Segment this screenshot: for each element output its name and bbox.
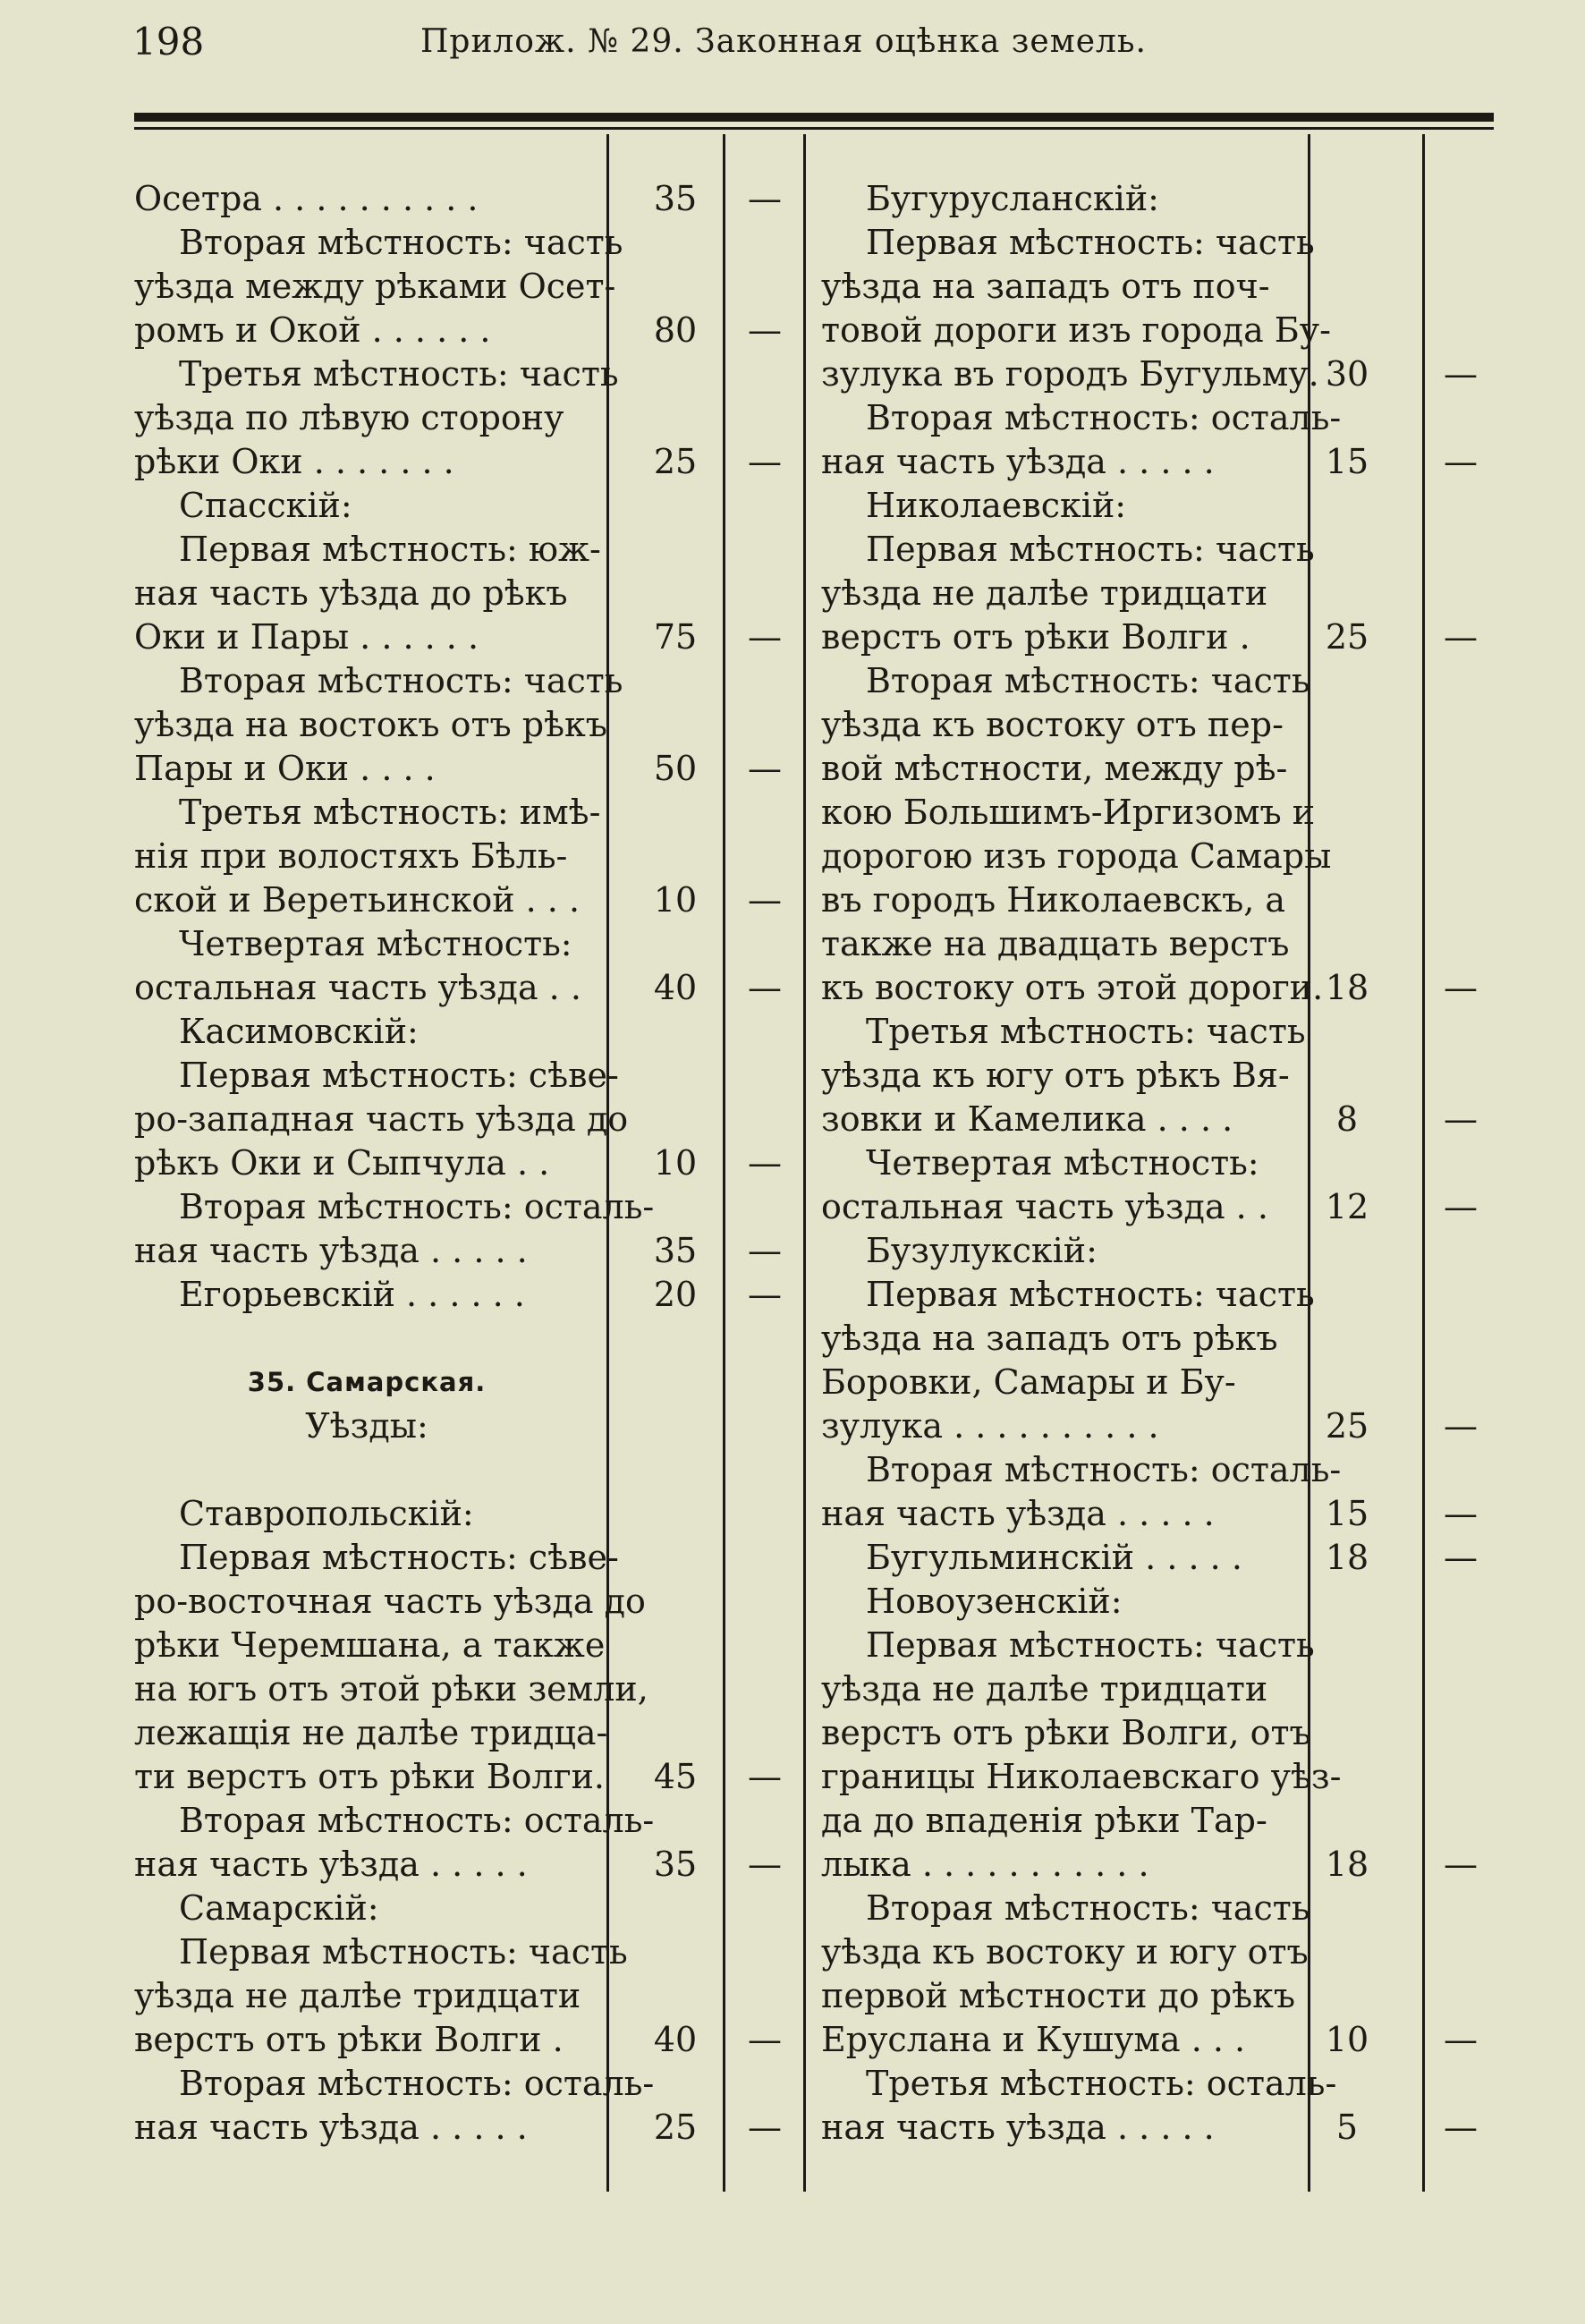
kopeck-dash: — <box>748 880 782 920</box>
entry-text: уѣзда къ востоку отъ пер- <box>821 705 1284 744</box>
valuation-value: 75 <box>653 617 698 657</box>
entry-text: остальная часть уѣзда . . <box>134 968 581 1007</box>
kopeck-dash: — <box>1444 1406 1478 1446</box>
entry-text: Еруслана и Кушума . . . <box>821 2020 1246 2059</box>
kopeck-dash: — <box>748 617 782 657</box>
entry-text: Третья мѣстность: часть <box>179 354 619 394</box>
entry-text: Боровки, Самары и Бу- <box>821 1362 1236 1402</box>
entry-text: уѣзда на западъ отъ рѣкъ <box>821 1319 1278 1358</box>
kopeck-dash: — <box>748 179 782 218</box>
entry-text: Оки и Пары . . . . . . <box>134 617 479 657</box>
valuation-value: 30 <box>1325 354 1369 394</box>
entry-text: Егорьевскій . . . . . . <box>179 1275 525 1314</box>
entry-text: Первая мѣстность: сѣве- <box>179 1056 619 1095</box>
kopeck-dash: — <box>748 2020 782 2059</box>
entry-text: зовки и Камелика . . . . <box>821 1099 1233 1139</box>
entry-text: Пары и Оки . . . . <box>134 749 436 788</box>
entry-text: Третья мѣстность: осталь- <box>866 2064 1337 2103</box>
header-rule-thin <box>134 127 1494 130</box>
kopeck-dash: — <box>1444 1845 1478 1884</box>
entry-text: уѣзда къ югу отъ рѣкъ Вя- <box>821 1056 1290 1095</box>
valuation-value: 25 <box>1325 1406 1369 1446</box>
right-number-divider <box>1422 134 1425 2192</box>
kopeck-dash: — <box>748 442 782 481</box>
entry-text: Вторая мѣстность: осталь- <box>179 1187 655 1226</box>
kopeck-dash: — <box>748 1845 782 1884</box>
entry-text: вой мѣстности, между рѣ- <box>821 749 1288 788</box>
entry-text: уѣзда къ востоку и югу отъ <box>821 1932 1309 1972</box>
kopeck-dash: — <box>748 968 782 1007</box>
kopeck-dash: — <box>1444 354 1478 394</box>
entry-text: Николаевскій: <box>866 486 1127 525</box>
valuation-value: 18 <box>1325 968 1369 1007</box>
kopeck-dash: — <box>1444 617 1478 657</box>
valuation-value: 25 <box>1325 617 1369 657</box>
valuation-value: 50 <box>653 749 698 788</box>
entry-text: зулука . . . . . . . . . . <box>821 1406 1159 1446</box>
entry-text: Первая мѣстность: часть <box>866 1275 1315 1314</box>
entry-text: Первая мѣстность: часть <box>179 1932 628 1972</box>
entry-text: ской и Веретьинской . . . <box>134 880 581 920</box>
valuation-value: 35 <box>653 1845 698 1884</box>
entry-text: рѣки Оки . . . . . . . <box>134 442 454 481</box>
entry-text: уѣзда между рѣками Осет- <box>134 267 616 306</box>
entry-text: Третья мѣстность: имѣ- <box>179 793 601 832</box>
entry-text: Вторая мѣстность: осталь- <box>866 1450 1342 1489</box>
valuation-value: 15 <box>1325 1494 1369 1533</box>
valuation-value: 15 <box>1325 442 1369 481</box>
kopeck-dash: — <box>1444 1494 1478 1533</box>
entry-text: Третья мѣстность: часть <box>866 1012 1306 1051</box>
valuation-value: 12 <box>1325 1187 1369 1226</box>
valuation-value: 40 <box>653 968 698 1007</box>
entry-text: рѣки Черемшана, а также <box>134 1625 606 1665</box>
valuation-value: 18 <box>1325 1845 1369 1884</box>
valuation-value: 10 <box>653 880 698 920</box>
entry-text: Новоузенскій: <box>866 1582 1123 1621</box>
entry-text: Вторая мѣстность: осталь- <box>866 398 1342 437</box>
entry-text: Вторая мѣстность: осталь- <box>179 2064 655 2103</box>
entry-text: Вторая мѣстность: осталь- <box>179 1801 655 1840</box>
left-text-divider <box>606 134 609 2192</box>
entry-text: ная часть уѣзда . . . . . <box>134 1845 528 1884</box>
entry-text: уѣзда не далѣе тридцати <box>821 1669 1268 1709</box>
kopeck-dash: — <box>748 1757 782 1796</box>
entry-text: ная часть уѣзда до рѣкъ <box>134 573 568 613</box>
entry-text: ная часть уѣзда . . . . . <box>821 2108 1215 2147</box>
kopeck-dash: — <box>1444 2020 1478 2059</box>
kopeck-dash: — <box>1444 2108 1478 2147</box>
entry-text: уѣзда по лѣвую сторону <box>134 398 564 437</box>
subheading: Уѣзды: <box>305 1406 428 1446</box>
entry-text: Бугурусланскій: <box>866 179 1159 218</box>
entry-text: Четвертая мѣстность: <box>179 924 572 963</box>
valuation-value: 35 <box>653 179 698 218</box>
entry-text: уѣзда на востокъ отъ рѣкъ <box>134 705 607 744</box>
entry-text: Вторая мѣстность: часть <box>866 661 1310 700</box>
header-rule-thick <box>134 113 1494 122</box>
entry-text: Бугульминскій . . . . . <box>866 1538 1242 1577</box>
entry-text: ро-восточная часть уѣзда до <box>134 1582 646 1621</box>
valuation-value: 18 <box>1325 1538 1369 1577</box>
entry-text: уѣзда не далѣе тридцати <box>134 1976 581 2015</box>
valuation-value: 10 <box>653 1143 698 1183</box>
kopeck-dash: — <box>1444 1538 1478 1577</box>
valuation-value: 45 <box>653 1757 698 1796</box>
entry-text: къ востоку отъ этой дороги. <box>821 968 1324 1007</box>
entry-text: да до впаденія рѣки Тар- <box>821 1801 1267 1840</box>
entry-text: Самарскій: <box>179 1888 379 1928</box>
entry-text: Первая мѣстность: часть <box>866 530 1315 569</box>
kopeck-dash: — <box>1444 1187 1478 1226</box>
entry-text: границы Николаевскаго уѣз- <box>821 1757 1342 1796</box>
valuation-value: 25 <box>653 2108 698 2147</box>
entry-text: ная часть уѣзда . . . . . <box>821 1494 1215 1533</box>
valuation-value: 8 <box>1335 1099 1359 1139</box>
entry-text: лежащія не далѣе тридца- <box>134 1713 608 1752</box>
entry-text: уѣзда на западъ отъ поч- <box>821 267 1270 306</box>
entry-text: ромъ и Окой . . . . . . <box>134 310 491 350</box>
entry-text: Вторая мѣстность: часть <box>179 661 623 700</box>
entry-text: на югъ отъ этой рѣки земли, <box>134 1669 648 1709</box>
valuation-value: 10 <box>1325 2020 1369 2059</box>
entry-text: дорогою изъ города Самары <box>821 836 1332 876</box>
entry-text: въ городъ Николаевскъ, а <box>821 880 1286 920</box>
entry-text: ная часть уѣзда . . . . . <box>821 442 1215 481</box>
valuation-value: 5 <box>1335 2108 1359 2147</box>
entry-text: также на двадцать верстъ <box>821 924 1290 963</box>
entry-text: ная часть уѣзда . . . . . <box>134 1231 528 1270</box>
entry-text: ти верстъ отъ рѣки Волги. <box>134 1757 606 1796</box>
entry-text: нія при волостяхъ Бѣль- <box>134 836 568 876</box>
entry-text: Первая мѣстность: часть <box>866 1625 1315 1665</box>
entry-text: Первая мѣстность: юж- <box>179 530 601 569</box>
entry-text: Ставропольскій: <box>179 1494 474 1533</box>
entry-text: Вторая мѣстность: часть <box>866 1888 1310 1928</box>
kopeck-dash: — <box>748 1143 782 1183</box>
valuation-value: 80 <box>653 310 698 350</box>
entry-text: верстъ отъ рѣки Волги, отъ <box>821 1713 1311 1752</box>
section-heading: 35. Самарская. <box>247 1367 487 1397</box>
entry-text: Первая мѣстность: сѣве- <box>179 1538 619 1577</box>
entry-text: Спасскій: <box>179 486 352 525</box>
entry-text: Четвертая мѣстность: <box>866 1143 1259 1183</box>
entry-text: ро-западная часть уѣзда до <box>134 1099 629 1139</box>
kopeck-dash: — <box>1444 442 1478 481</box>
left-number-divider <box>723 134 725 2192</box>
entry-text: Касимовскій: <box>179 1012 419 1051</box>
entry-text: верстъ отъ рѣки Волги . <box>821 617 1250 657</box>
column-divider <box>803 134 806 2192</box>
entry-text: остальная часть уѣзда . . <box>821 1187 1268 1226</box>
kopeck-dash: — <box>1444 968 1478 1007</box>
valuation-value: 20 <box>653 1275 698 1314</box>
entry-text: кою Большимъ-Иргизомъ и <box>821 793 1316 832</box>
valuation-value: 35 <box>653 1231 698 1270</box>
entry-text: ная часть уѣзда . . . . . <box>134 2108 528 2147</box>
entry-text: Бузулукскій: <box>866 1231 1098 1270</box>
entry-text: уѣзда не далѣе тридцати <box>821 573 1268 613</box>
kopeck-dash: — <box>1444 1099 1478 1139</box>
entry-text: верстъ отъ рѣки Волги . <box>134 2020 564 2059</box>
entry-text: Осетра . . . . . . . . . . <box>134 179 479 218</box>
kopeck-dash: — <box>748 1231 782 1270</box>
entry-text: рѣкъ Оки и Сыпчула . . <box>134 1143 550 1183</box>
entry-text: товой дороги изъ города Бу- <box>821 310 1331 350</box>
entry-text: Вторая мѣстность: часть <box>179 223 623 262</box>
right-text-divider <box>1308 134 1310 2192</box>
valuation-value: 25 <box>653 442 698 481</box>
entry-text: лыка . . . . . . . . . . . <box>821 1845 1149 1884</box>
valuation-value: 40 <box>653 2020 698 2059</box>
running-title: Прилож. № 29. Законная оцѣнка земель. <box>420 23 1147 60</box>
kopeck-dash: — <box>748 1275 782 1314</box>
kopeck-dash: — <box>748 2108 782 2147</box>
entry-text: Первая мѣстность: часть <box>866 223 1315 262</box>
entry-text: первой мѣстности до рѣкъ <box>821 1976 1296 2015</box>
kopeck-dash: — <box>748 310 782 350</box>
page-number: 198 <box>132 20 205 64</box>
kopeck-dash: — <box>748 749 782 788</box>
entry-text: зулука въ городъ Бугульму. <box>821 354 1319 394</box>
